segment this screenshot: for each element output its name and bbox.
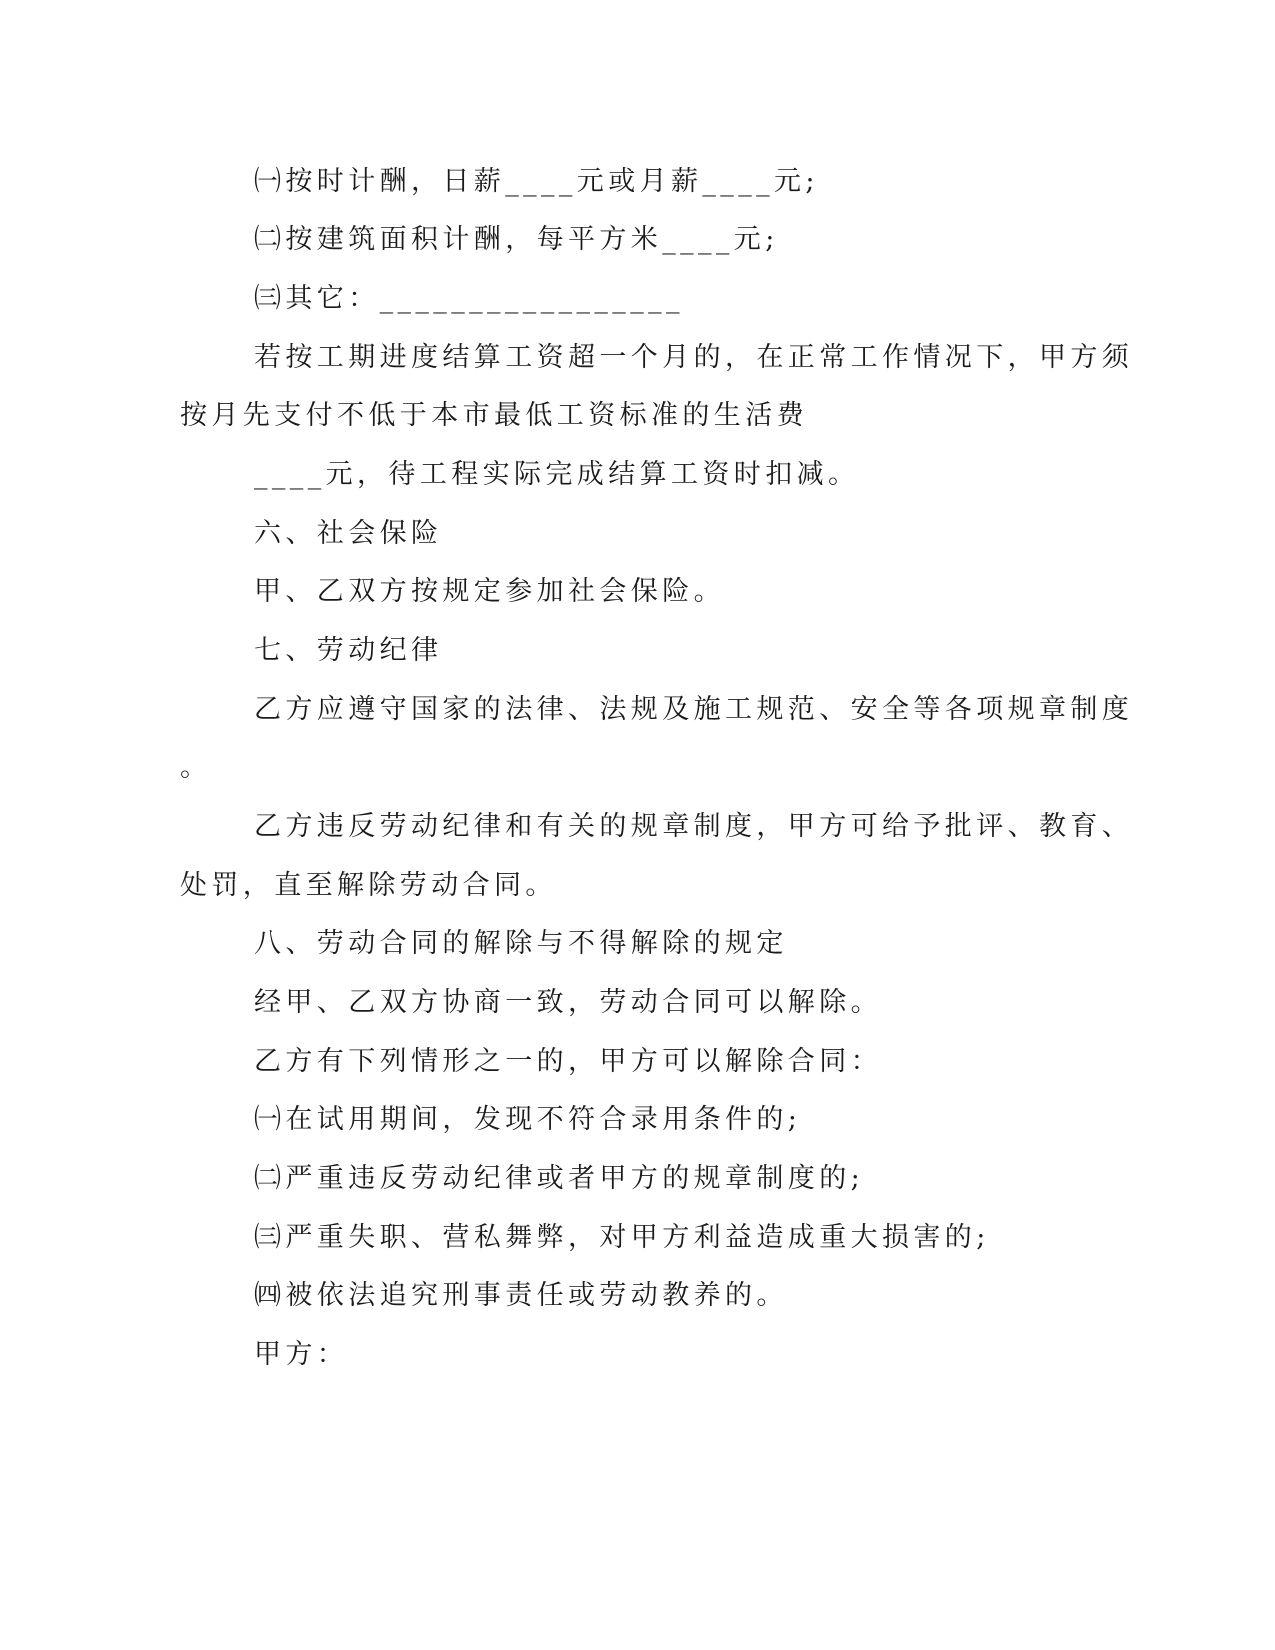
paragraph-line: 乙方有下列情形之一的，甲方可以解除合同： [254, 1046, 882, 1077]
section-heading-8: 八、劳动合同的解除与不得解除的规定 [254, 928, 788, 959]
paragraph-line: ____元，待工程实际完成结算工资时扣减。 [254, 459, 860, 490]
list-item: ㈡严重违反劳动纪律或者甲方的规章制度的; [254, 1163, 865, 1194]
list-item: ㈢严重失职、营私舞弊，对甲方利益造成重大损害的; [254, 1222, 990, 1253]
paragraph-line: 按月先支付不低于本市最低工资标准的生活费 [180, 400, 808, 431]
section-heading-7: 七、劳动纪律 [254, 635, 443, 666]
pay-option-3: ㈢其它：_________________ [254, 283, 684, 314]
paragraph-line: 甲、乙双方按规定参加社会保险。 [254, 576, 725, 607]
party-a-signature-label: 甲方： [254, 1339, 349, 1370]
paragraph-line: 经甲、乙双方协商一致，劳动合同可以解除。 [254, 987, 882, 1018]
paragraph-line: 。 [180, 752, 212, 783]
paragraph-line: 若按工期进度结算工资超一个月的，在正常工作情况下，甲方须 [254, 342, 1134, 373]
list-item: ㈠在试用期间，发现不符合录用条件的; [254, 1104, 802, 1135]
paragraph-line: 处罚，直至解除劳动合同。 [180, 870, 557, 901]
paragraph-line: 乙方应遵守国家的法律、法规及施工规范、安全等各项规章制度 [254, 694, 1134, 725]
pay-option-2: ㈡按建筑面积计酬，每平方米____元; [254, 224, 779, 255]
section-heading-6: 六、社会保险 [254, 518, 443, 549]
paragraph-line: 乙方违反劳动纪律和有关的规章制度，甲方可给予批评、教育、 [254, 811, 1134, 842]
list-item: ㈣被依法追究刑事责任或劳动教养的。 [254, 1280, 788, 1311]
pay-option-1: ㈠按时计酬，日薪____元或月薪____元; [254, 166, 819, 197]
